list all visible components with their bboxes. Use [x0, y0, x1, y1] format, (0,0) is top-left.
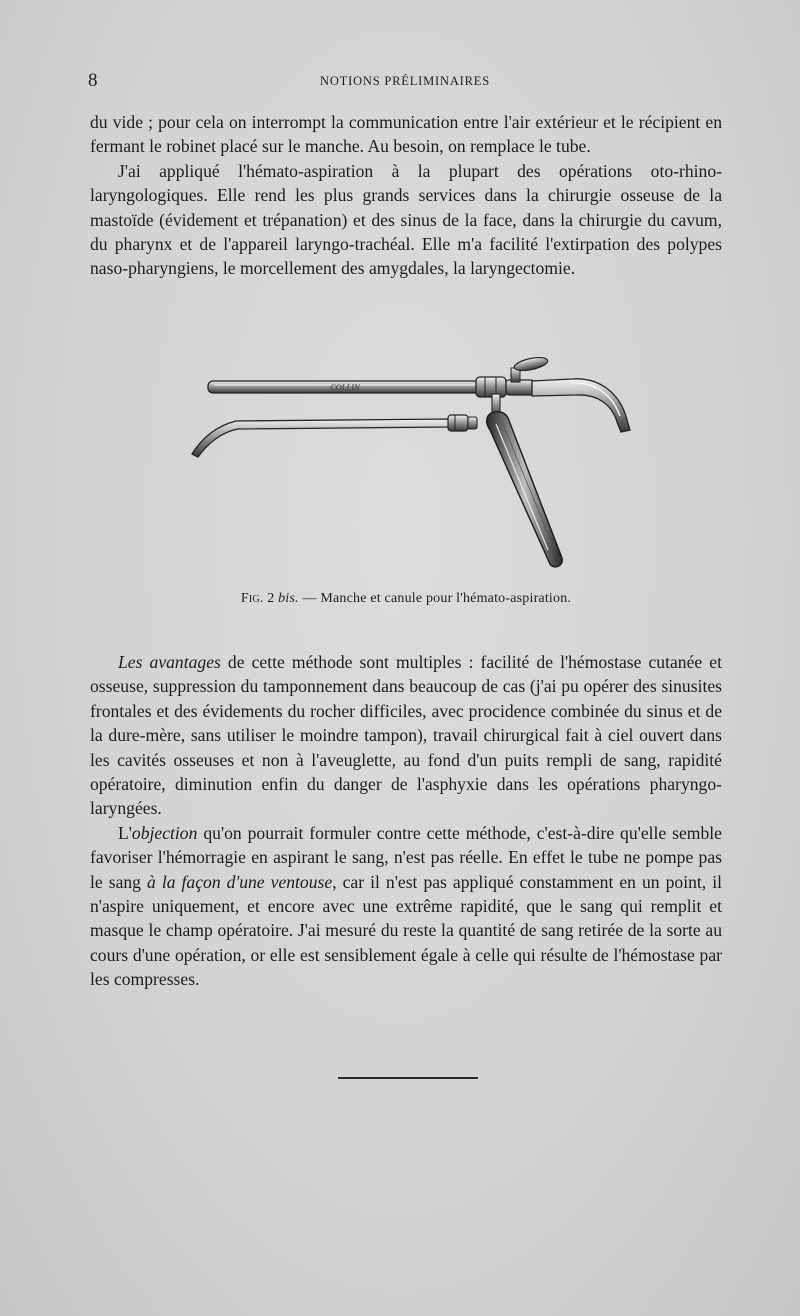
- end-rule: [338, 1077, 478, 1079]
- advantages-emphasis: Les avantages: [118, 652, 221, 672]
- caption-suffix: bis.: [278, 591, 299, 606]
- objection-text-1: qu'on pourrait formuler contre cette méthode, c'est-à-dire qu'elle semble favoriser l'hémorragie en aspirant le sang, n'est pas réelle. En effet le tube ne pompe pas le sang: [90, 822, 722, 892]
- objection-emphasis-2: à la façon d'une ventouse: [147, 871, 333, 892]
- instrument-illustration: [180, 350, 640, 575]
- objection-emphasis: objection: [131, 822, 198, 843]
- paragraph-advantages: [90, 650, 722, 821]
- stopcock-tap: [511, 355, 549, 382]
- running-title: NOTIONS PRÉLIMINAIRES: [320, 74, 490, 88]
- lower-cannula: [192, 415, 477, 457]
- text-block-bottom: [90, 650, 722, 992]
- paragraph-applications: J'ai appliqué l'hémato-aspiration à la plupart des opérations oto-rhino-laryngologiques. Elle rend les plus grands services dans la chirurgie osseuse de la mastoïde (évidement et trépanation) et des sinus de la face, dans la chirurgie du cavum, du pharynx et de l'appareil laryngo-trachéal. Elle m'a facilité l'extirpation des polypes naso-pharyngiens, le morcellement des amygdales, la laryngectomie.: [90, 160, 722, 279]
- maker-mark: COLLIN: [330, 382, 360, 392]
- figure-caption: [90, 591, 722, 607]
- caption-text: — Manche et canule pour l'hémato-aspiration.: [298, 591, 572, 606]
- text-block-top: [90, 110, 722, 281]
- objection-text-2: , car il n'est pas appliqué constamment en un point, il n'aspire uniquement, et encore avec une extrême rapidité, que le sang qui remplit et masque le champ opératoire. J'ai mesuré du reste la quantité de sang retirée de la sorte au cours d'une opération, or elle est sensiblement égale à celle qui résulte de l'hémostase par les compresses.: [90, 871, 722, 990]
- paragraph-continuation: du vide ; pour cela on interrompt la communication entre l'air extérieur et le récipient en fermant le robinet placé sur le manche. Au besoin, on remplace le tube.: [90, 112, 722, 157]
- objection-prefix: L': [118, 822, 132, 843]
- instrument-handle: [487, 394, 563, 567]
- valve-body: [476, 377, 534, 397]
- page-number: 8: [88, 70, 98, 91]
- page-header: [88, 70, 722, 92]
- figure-instrument: [180, 350, 640, 575]
- paragraph-objection: [90, 821, 722, 992]
- advantages-text: de cette méthode sont multiples : facilité de l'hémostase cutanée et osseuse, suppression du tamponnement dans beaucoup de cas (j'ai pu opérer des sinusites frontales et des évidements du rocher difficiles, avec procidence combinée du sinus et de la dure-mère, sans utiliser le moindre tampon), travail chirurgical fait à ciel ouvert dans les cavités osseuses et non à l'aveuglette, au fond d'un puits rempli de sang, rapidité opératoire, diminution enfin du danger de l'asphyxie dans les opérations pharyngo-laryngées.: [90, 652, 722, 819]
- caption-label: Fig. 2: [240, 591, 275, 606]
